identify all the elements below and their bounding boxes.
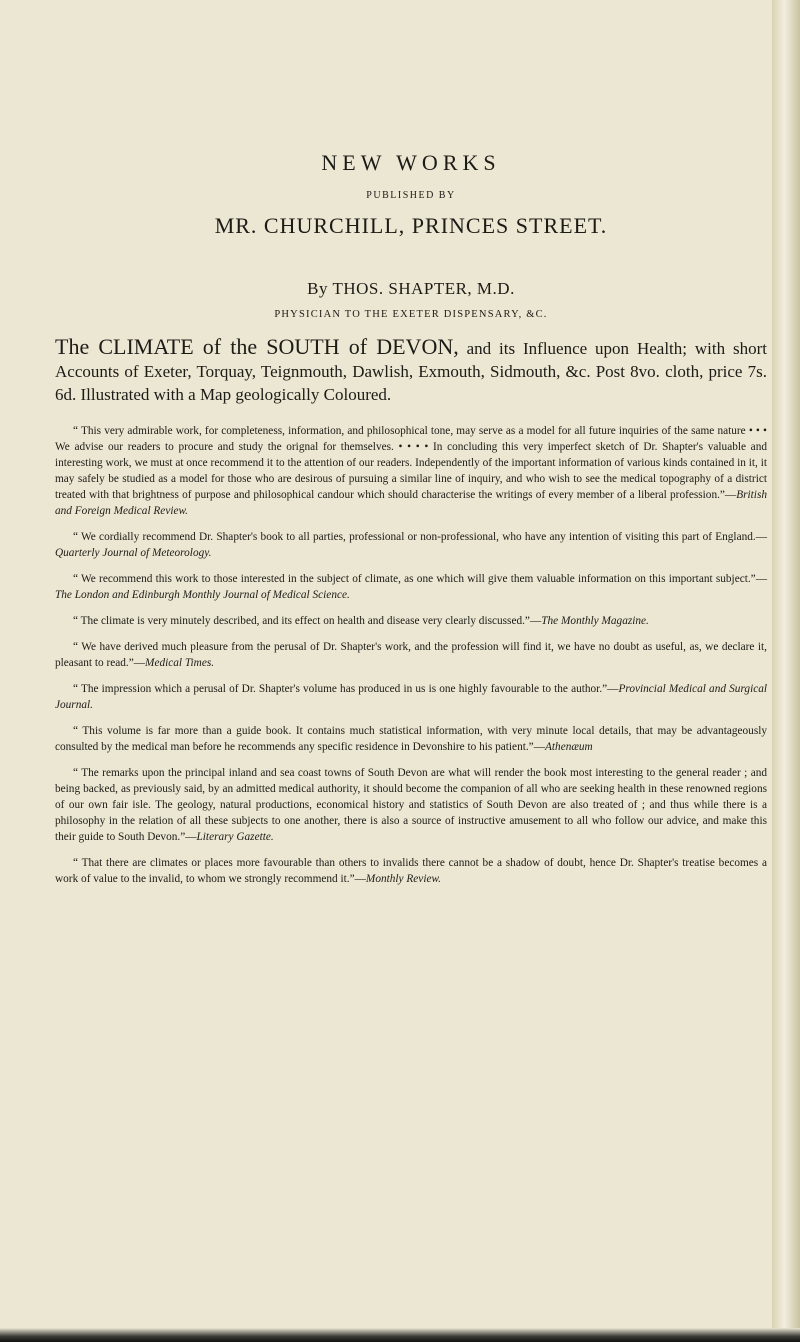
- review-quote: “ We cordially recommend Dr. Shapter's book to all parties, professional or non-professional, who have any intention of visiting this part of England.—: [73, 531, 767, 543]
- author-by-label: By: [307, 279, 329, 298]
- review-item: [55, 423, 767, 519]
- review-source: Literary Gazette.: [196, 831, 274, 843]
- author-block: [55, 279, 767, 320]
- book-title-lead: The CLIMATE of the SOUTH of DEVON,: [55, 334, 459, 359]
- review-item: [55, 681, 767, 713]
- review-item: [55, 855, 767, 887]
- reviews-list: [55, 423, 767, 887]
- review-source: Monthly Review.: [365, 873, 441, 885]
- page-edge: [772, 0, 800, 1342]
- review-item: [55, 765, 767, 845]
- review-source: Medical Times.: [145, 657, 215, 669]
- review-quote: “ We recommend this work to those interested in the subject of climate, as one which will give them valuable information on this important subject.”—: [73, 573, 767, 585]
- review-source: Quarterly Journal of Meteorology.: [55, 547, 212, 559]
- review-quote: “ This very admirable work, for completeness, information, and philosophical tone, may serve as a model for all future inquiries of the same nature • • • We advise our readers to procure and study the orignal for themselves. • • • • In concluding this very imperfect sketch of Dr. Shapter's valuable and interesting work, we must at once recommend it to the attention of our readers. Independently of the important information of various kinds contained in it, it may safely be studied as a model for those who are desirous of pursuing a similar line of inquiry, and who wish to see the medical topography of a district treated with that brightness of purpose and philosophical candour which should characterise the writings of every member of a liberal profession.”—: [55, 425, 767, 501]
- review-quote: “ This volume is far more than a guide book. It contains much statistical information, with very minute local details, that may be advantageously consulted by the medical man before he recommends any specific residence in Devonshire to his patient.”—: [55, 725, 767, 753]
- review-quote: “ The climate is very minutely described, and its effect on health and disease very clearly discussed.”—: [73, 615, 542, 627]
- review-quote: “ That there are climates or places more favourable than others to invalids there cannot be a shadow of doubt, hence Dr. Shapter's treatise becomes a work of value to the invalid, to whom we strongly recommend it.”—: [55, 857, 767, 885]
- review-item: [55, 639, 767, 671]
- review-item: [55, 571, 767, 603]
- review-source: Athenæum: [545, 741, 593, 753]
- review-quote: “ The remarks upon the principal inland and sea coast towns of South Devon are what will render the book most interesting to the general reader ; and being backed, as previously said, by an admitted medical authority, it should become the companion of all who are seeking health in these renowned regions of our own fair isle. The geology, natural productions, economical history and statistics of South Devon are also treated of ; and thus while there is a philosophy in the relation of all these subjects to one another, there is also a source of instructive amusement to all who follow our advice, and make this their guide to South Devon.”—: [55, 767, 767, 843]
- document-body: [55, 0, 767, 897]
- published-by-line: PUBLISHED BY: [366, 190, 456, 201]
- review-source: Provincial Medical and Surgical Journal.: [55, 683, 768, 711]
- publisher-name: MR. CHURCHILL, PRINCES STREET.: [214, 213, 608, 238]
- book-title: [55, 335, 767, 406]
- page-title: NEW WORKS: [321, 150, 501, 175]
- review-source: The London and Edinburgh Monthly Journal of Medical Science.: [55, 589, 350, 601]
- author-name: THOS. SHAPTER, M.D.: [332, 279, 515, 298]
- review-item: [55, 529, 767, 561]
- author-position: PHYSICIAN TO THE EXETER DISPENSARY, &C.: [274, 309, 548, 320]
- review-item: [55, 723, 767, 755]
- book-title-description: and its Influence upon Health; with short Accounts of Exeter, Torquay, Teignmouth, Dawlish, Exmouth, Sidmouth, &c. Post 8vo. cloth, price 7s. 6d. Illustrated with a Map geologically Coloured.: [55, 339, 767, 404]
- review-quote: “ We have derived much pleasure from the perusal of Dr. Shapter's work, and the profession will find it, we have no doubt as useful, as, we declare it, pleasant to read.”—: [55, 641, 767, 669]
- bottom-edge: [0, 1328, 800, 1342]
- author-line: [55, 279, 767, 299]
- review-source: The Monthly Magazine.: [541, 615, 649, 627]
- review-source: British and Foreign Medical Review.: [55, 489, 767, 517]
- review-quote: “ The impression which a perusal of Dr. Shapter's volume has produced in us is one highly favourable to the author.”—: [73, 683, 619, 695]
- review-item: [55, 613, 767, 629]
